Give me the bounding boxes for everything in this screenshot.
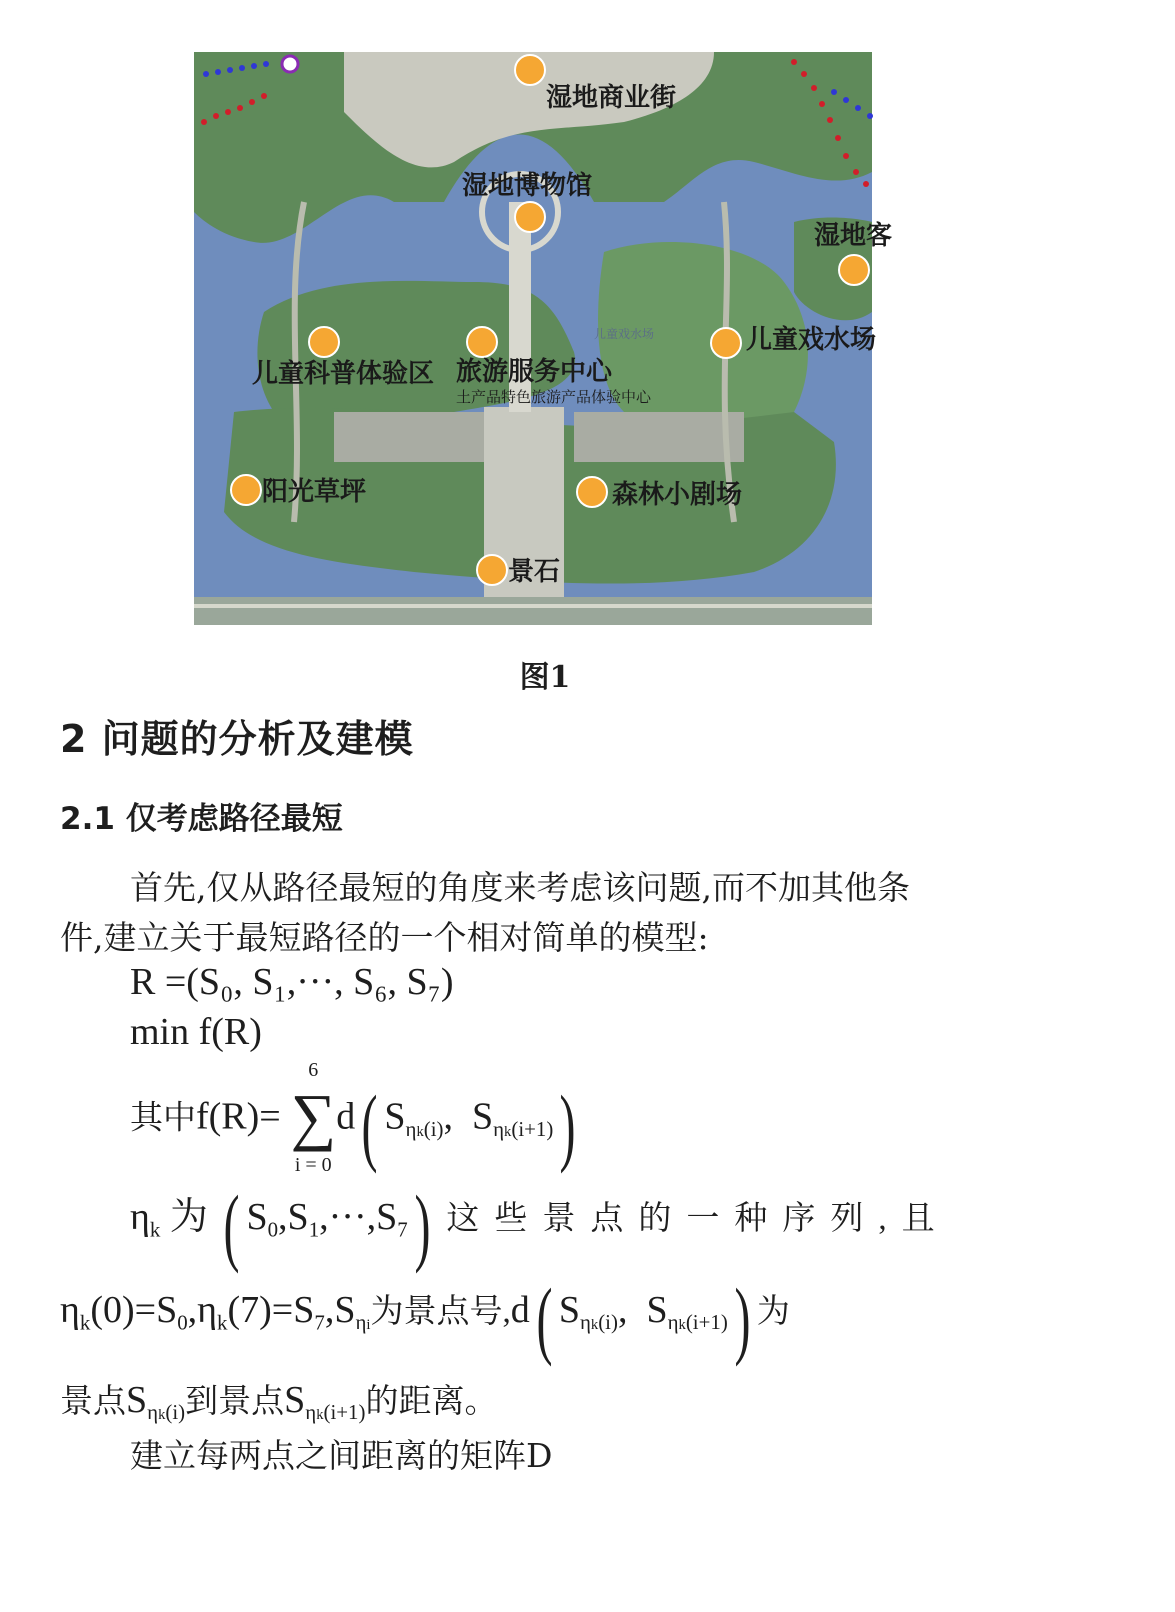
eq-prefix: 其中 [130, 1100, 196, 1137]
dist-end: 的距离。 [365, 1384, 498, 1420]
label-scenic-stone: 景石 [508, 557, 561, 587]
label-forest-theatre: 森林小剧场 [612, 480, 743, 510]
label-tourist-center-sub: 土产品特色旅游产品体验中心 [456, 388, 652, 406]
eta-line: $\eta_k$ 为 ( $S_0,S_1,\cdot\cdot\cdot,S_7$) 这些景点的一种序列,且 [130, 1177, 950, 1275]
label-kids-water: 儿童戏水场 [746, 325, 877, 355]
poi-scenic-stone [477, 555, 507, 585]
eta-def-end: 为 [756, 1294, 790, 1330]
poi-kids-science [309, 327, 339, 357]
park-map-figure [194, 52, 893, 625]
paragraph-line-1: 首先,仅从路径最短的角度来考虑该问题,而不加其他条 [130, 868, 910, 907]
poi-tourist-center [467, 327, 497, 357]
equation-route: R =(S₀, S₁,···, S₆, S₇) [130, 961, 454, 1003]
sum-lower-limit: i = 0 [294, 1154, 332, 1176]
poi-wetland-museum [515, 202, 545, 232]
section-heading: 2 问题的分析及建模 [60, 717, 414, 761]
label-kids-science: 儿童科普体验区 [252, 359, 435, 389]
summation-sign: 6 ∑ i = 0 [290, 1085, 336, 1149]
eq-lhs: f(R)= [196, 1095, 281, 1138]
poi-kids-water [711, 328, 741, 358]
eta-definition-line: $\eta_k(0)=S_0,\eta_k(7)=S_7,S_{\eta i}$为景点号,d( $S_{\eta k(i)}$, $S_{\eta k(i+1)}$) 为 [60, 1270, 790, 1368]
subsection-heading: 2.1 仅考虑路径最短 [60, 801, 343, 837]
matrix-line: 建立每两点之间距离的矩阵D [130, 1436, 553, 1475]
eta-line-text: 这些景点的一种序列,且 [446, 1201, 950, 1237]
poi-sunny-lawn [231, 475, 261, 505]
label-wetland-edge: 湿地客 [814, 221, 893, 251]
label-wetland-museum: 湿地博物馆 [462, 171, 593, 201]
equation-f-definition: 其中f(R)= 6 ∑ i = 0 d( $S_{\eta k(i)}$, $S_{\eta k(i+1)}$) [130, 1059, 576, 1176]
sum-upper-limit: 6 [308, 1059, 319, 1081]
figure-caption: 图1 [519, 660, 571, 695]
dist-prefix: 景点 [60, 1384, 126, 1420]
eta-def-mid: 为景点号, [370, 1294, 511, 1330]
poi-wetland-street [515, 55, 545, 85]
paragraph-line-2: 件,建立关于最短路径的一个相对简单的模型: [60, 918, 709, 957]
distance-line: 景点$S_{\eta k(i)}$到景点$S_{\eta k(i+1)}$的距离。 [60, 1379, 498, 1425]
label-sunny-lawn: 阳光草坪 [262, 477, 367, 507]
dist-mid: 到景点 [185, 1384, 285, 1420]
label-kids-water-small: 儿童戏水场 [594, 327, 655, 341]
label-wetland-street: 湿地商业街 [546, 83, 677, 113]
poi-wetland-edge [839, 255, 869, 285]
label-tourist-center: 旅游服务中心 [456, 357, 613, 387]
equation-min: min f(R) [130, 1011, 262, 1053]
poi-forest-theatre [577, 477, 607, 507]
